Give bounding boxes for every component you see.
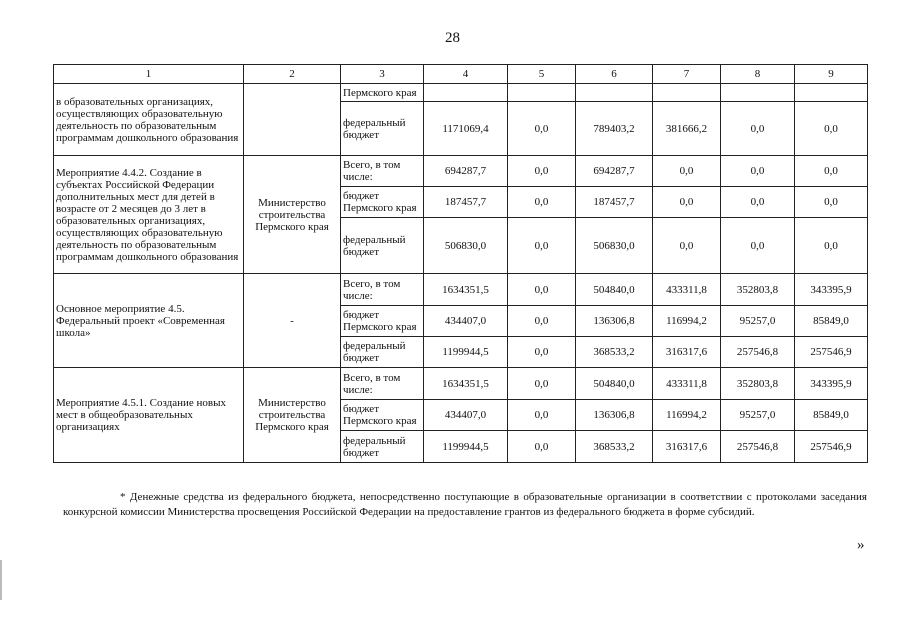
amount-cell: 368533,2 [576, 431, 653, 463]
amount-cell: 0,0 [795, 102, 868, 156]
funding-source: Всего, в том числе: [341, 368, 424, 400]
amount-cell: 316317,6 [653, 337, 721, 368]
header-cell: 7 [653, 65, 721, 84]
amount-cell: 0,0 [653, 218, 721, 274]
header-cell: 5 [508, 65, 576, 84]
amount-cell: 0,0 [653, 187, 721, 218]
amount-cell: 257546,9 [795, 431, 868, 463]
header-cell: 1 [54, 65, 244, 84]
amount-cell: 504840,0 [576, 274, 653, 306]
amount-cell: 0,0 [508, 187, 576, 218]
amount-cell [795, 84, 868, 102]
amount-cell: 316317,6 [653, 431, 721, 463]
amount-cell: 0,0 [721, 156, 795, 187]
amount-cell: 352803,8 [721, 368, 795, 400]
amount-cell: 85849,0 [795, 306, 868, 337]
amount-cell: 95257,0 [721, 306, 795, 337]
funding-source: Всего, в том числе: [341, 156, 424, 187]
amount-cell: 136306,8 [576, 306, 653, 337]
header-row [54, 65, 868, 84]
responsible-executor: - [244, 274, 341, 368]
funding-source: бюджет Пермского края [341, 306, 424, 337]
funding-source: федеральный бюджет [341, 218, 424, 274]
header-cell: 3 [341, 65, 424, 84]
amount-cell: 136306,8 [576, 400, 653, 431]
footnote: * Денежные средства из федерального бюджета, непосредственно поступающие в образовательные организации в соответствии с протоколами заседания конкурсной комиссии Министерства просвещения Российской Федерации на предоставление грантов из федерального бюджета в форме субсидий. [63, 491, 867, 518]
closing-quote-mark: » [857, 537, 865, 553]
amount-cell: 433311,8 [653, 368, 721, 400]
funding-source: федеральный бюджет [341, 102, 424, 156]
amount-cell: 1634351,5 [424, 368, 508, 400]
amount-cell: 506830,0 [424, 218, 508, 274]
amount-cell: 0,0 [508, 156, 576, 187]
header-cell: 9 [795, 65, 868, 84]
header-cell: 2 [244, 65, 341, 84]
amount-cell: 433311,8 [653, 274, 721, 306]
header-cell: 4 [424, 65, 508, 84]
amount-cell: 1199944,5 [424, 431, 508, 463]
amount-cell: 0,0 [508, 368, 576, 400]
amount-cell: 343395,9 [795, 274, 868, 306]
responsible-executor [244, 84, 341, 156]
activity-description: Основное мероприятие 4.5. Федеральный проект «Современная школа» [54, 274, 244, 368]
amount-cell: 0,0 [653, 156, 721, 187]
funding-source: федеральный бюджет [341, 337, 424, 368]
funding-source: бюджет Пермского края [341, 400, 424, 431]
header-cell: 6 [576, 65, 653, 84]
funding-source: бюджет Пермского края [341, 187, 424, 218]
table-body [54, 84, 868, 463]
page-number: 28 [445, 30, 460, 46]
table-row [54, 368, 868, 400]
amount-cell: 434407,0 [424, 306, 508, 337]
amount-cell: 257546,8 [721, 337, 795, 368]
amount-cell: 0,0 [721, 187, 795, 218]
amount-cell [576, 84, 653, 102]
amount-cell: 694287,7 [424, 156, 508, 187]
funding-source: Пермского края [341, 84, 424, 102]
budget-table [53, 64, 868, 463]
header-cell: 8 [721, 65, 795, 84]
amount-cell: 506830,0 [576, 218, 653, 274]
amount-cell: 694287,7 [576, 156, 653, 187]
amount-cell: 0,0 [508, 400, 576, 431]
amount-cell: 343395,9 [795, 368, 868, 400]
amount-cell: 0,0 [508, 337, 576, 368]
amount-cell: 116994,2 [653, 306, 721, 337]
table-row [54, 156, 868, 187]
amount-cell: 257546,8 [721, 431, 795, 463]
amount-cell: 95257,0 [721, 400, 795, 431]
amount-cell: 0,0 [508, 218, 576, 274]
table-row [54, 84, 868, 102]
amount-cell: 381666,2 [653, 102, 721, 156]
amount-cell: 0,0 [508, 306, 576, 337]
amount-cell: 0,0 [795, 218, 868, 274]
amount-cell [653, 84, 721, 102]
responsible-executor: Министерство строительства Пермского края [244, 368, 341, 463]
funding-source: федеральный бюджет [341, 431, 424, 463]
amount-cell: 187457,7 [424, 187, 508, 218]
amount-cell: 368533,2 [576, 337, 653, 368]
activity-description: Мероприятие 4.5.1. Создание новых мест в общеобразовательных организациях [54, 368, 244, 463]
amount-cell [721, 84, 795, 102]
amount-cell: 1171069,4 [424, 102, 508, 156]
amount-cell: 0,0 [795, 156, 868, 187]
amount-cell: 0,0 [508, 431, 576, 463]
amount-cell [508, 84, 576, 102]
table-row [54, 274, 868, 306]
amount-cell: 1634351,5 [424, 274, 508, 306]
amount-cell: 0,0 [721, 218, 795, 274]
responsible-executor: Министерство строительства Пермского края [244, 156, 341, 274]
amount-cell: 85849,0 [795, 400, 868, 431]
amount-cell: 504840,0 [576, 368, 653, 400]
scan-artifact [0, 560, 2, 600]
amount-cell: 434407,0 [424, 400, 508, 431]
amount-cell: 0,0 [721, 102, 795, 156]
amount-cell: 257546,9 [795, 337, 868, 368]
amount-cell: 352803,8 [721, 274, 795, 306]
amount-cell: 0,0 [508, 102, 576, 156]
amount-cell: 0,0 [795, 187, 868, 218]
amount-cell: 0,0 [508, 274, 576, 306]
activity-description: в образовательных организациях, осуществляющих образовательную деятельность по образовательным программам дошкольного образования [54, 84, 244, 156]
amount-cell: 187457,7 [576, 187, 653, 218]
amount-cell: 1199944,5 [424, 337, 508, 368]
amount-cell: 789403,2 [576, 102, 653, 156]
amount-cell: 116994,2 [653, 400, 721, 431]
amount-cell [424, 84, 508, 102]
activity-description: Мероприятие 4.4.2. Создание в субъектах Российской Федерации дополнительных мест для детей в возрасте от 2 месяцев до 3 лет в образовательных организациях, осуществляющих образовательную деятельность по образовательным программам дошкольного образования [54, 156, 244, 274]
funding-source: Всего, в том числе: [341, 274, 424, 306]
